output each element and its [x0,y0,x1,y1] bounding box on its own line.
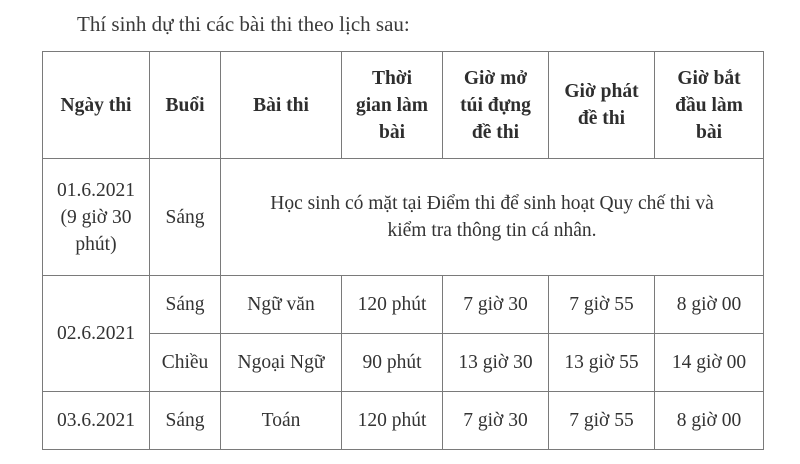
intro-text: Thí sinh dự thi các bài thi theo lịch sau: [77,12,410,36]
cell-start-time: 14 giờ 00 [655,334,764,392]
table-row [43,276,764,334]
header-exam-date: Ngày thi [43,52,150,159]
cell-duration: 90 phút [342,334,443,392]
table-row [43,334,764,392]
cell-session: Sáng [150,392,221,450]
header-row [43,52,764,159]
cell-exam-date: 02.6.2021 [43,276,150,392]
cell-exam-date: 03.6.2021 [43,392,150,450]
cell-distribute-time: 7 giờ 55 [549,392,655,450]
cell-open-bag-time: 13 giờ 30 [443,334,549,392]
table-row [43,159,764,276]
exam-schedule-table [42,51,764,450]
header-open-bag-time: Giờ mở túi đựng đề thi [443,52,549,159]
header-distribute-time: Giờ phát đề thi [549,52,655,159]
header-start-time: Giờ bắt đầu làm bài [655,52,764,159]
cell-duration: 120 phút [342,392,443,450]
cell-subject: Ngoại Ngữ [221,334,342,392]
cell-start-time: 8 giờ 00 [655,276,764,334]
table-row [43,392,764,450]
cell-session: Sáng [150,159,221,276]
cell-orientation-note: Học sinh có mặt tại Điểm thi để sinh hoạt Quy chế thi và kiểm tra thông tin cá nhân. [221,159,764,276]
cell-open-bag-time: 7 giờ 30 [443,276,549,334]
cell-subject: Ngữ văn [221,276,342,334]
cell-subject: Toán [221,392,342,450]
header-session: Buổi [150,52,221,159]
cell-distribute-time: 7 giờ 55 [549,276,655,334]
cell-session: Sáng [150,276,221,334]
cell-start-time: 8 giờ 00 [655,392,764,450]
cell-session: Chiều [150,334,221,392]
header-subject: Bài thi [221,52,342,159]
cell-duration: 120 phút [342,276,443,334]
cell-distribute-time: 13 giờ 55 [549,334,655,392]
header-duration: Thời gian làm bài [342,52,443,159]
cell-open-bag-time: 7 giờ 30 [443,392,549,450]
cell-exam-date: 01.6.2021 (9 giờ 30 phút) [43,159,150,276]
